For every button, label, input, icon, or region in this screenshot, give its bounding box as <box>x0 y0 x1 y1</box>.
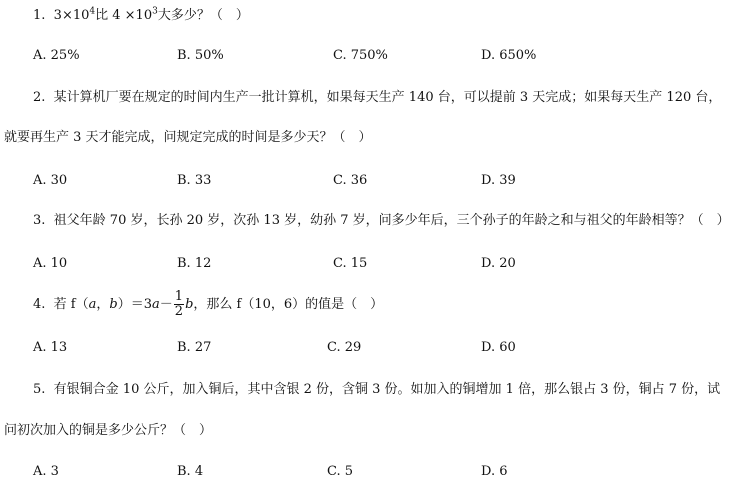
question-number: 2. <box>33 90 46 105</box>
option-a: A. 25% <box>33 48 80 63</box>
option-d: D. 6 <box>481 464 508 479</box>
option-a: A. 30 <box>33 173 68 188</box>
option-b: B. 12 <box>177 256 212 271</box>
option-b: B. 27 <box>177 340 212 355</box>
option-b: B. 4 <box>177 464 204 479</box>
question-number: 4. <box>33 297 46 312</box>
option-c: C. 750% <box>333 48 388 63</box>
question-number: 5. <box>33 382 46 397</box>
fraction: $\frac{1}{2}$ <box>174 289 184 319</box>
option-b: B. 50% <box>177 48 224 63</box>
question-text: $3\times 10^4$比 $4 \times 10^3$大多少？（ ） <box>53 6 249 23</box>
option-d: D. 650% <box>481 48 537 63</box>
option-a: A. 13 <box>33 340 68 355</box>
option-c: C. 5 <box>327 464 354 479</box>
question-3 <box>33 211 730 231</box>
question-text: 祖父年龄 70 岁，长孙 20 岁，次孙 13 岁，幼孙 7 岁，问多少年后，三个孙子的年龄之和与祖父的年龄相等？（ ） <box>53 213 730 228</box>
option-d: D. 20 <box>481 256 516 271</box>
question-number: 1. <box>33 8 46 23</box>
question-5 <box>33 380 720 400</box>
question-text: 某计算机厂要在规定的时间内生产一批计算机，如果每天生产 140 台，可以提前 3 天完成；如果每天生产 120 台， <box>53 90 722 105</box>
option-a: A. 10 <box>33 256 68 271</box>
option-d: D. 60 <box>481 340 516 355</box>
option-b: B. 33 <box>177 173 212 188</box>
question-5-continuation: 问初次加入的铜是多少公斤？（ ） <box>4 423 213 438</box>
question-text: 有银铜合金 10 公斤，加入铜后，其中含银 2 份，含铜 3 份。如加入的铜增加 1 倍，那么银占 3 份，铜占 7 份，试 <box>53 382 721 397</box>
option-d: D. 39 <box>481 173 516 188</box>
question-1 <box>33 6 249 26</box>
question-text: 若 f（a，b）＝3a－ $\frac{1}{2}$ b，那么 f（10，6）的值是（ ） <box>53 289 384 319</box>
question-2 <box>33 88 721 108</box>
question-4 <box>33 290 383 319</box>
option-a: A. 3 <box>33 464 59 479</box>
option-c: C. 29 <box>327 340 362 355</box>
question-number: 3. <box>33 213 46 228</box>
option-c: C. 36 <box>333 173 368 188</box>
option-c: C. 15 <box>333 256 368 271</box>
question-2-continuation: 就要再生产 3 天才能完成，问规定完成的时间是多少天？（ ） <box>4 130 372 145</box>
